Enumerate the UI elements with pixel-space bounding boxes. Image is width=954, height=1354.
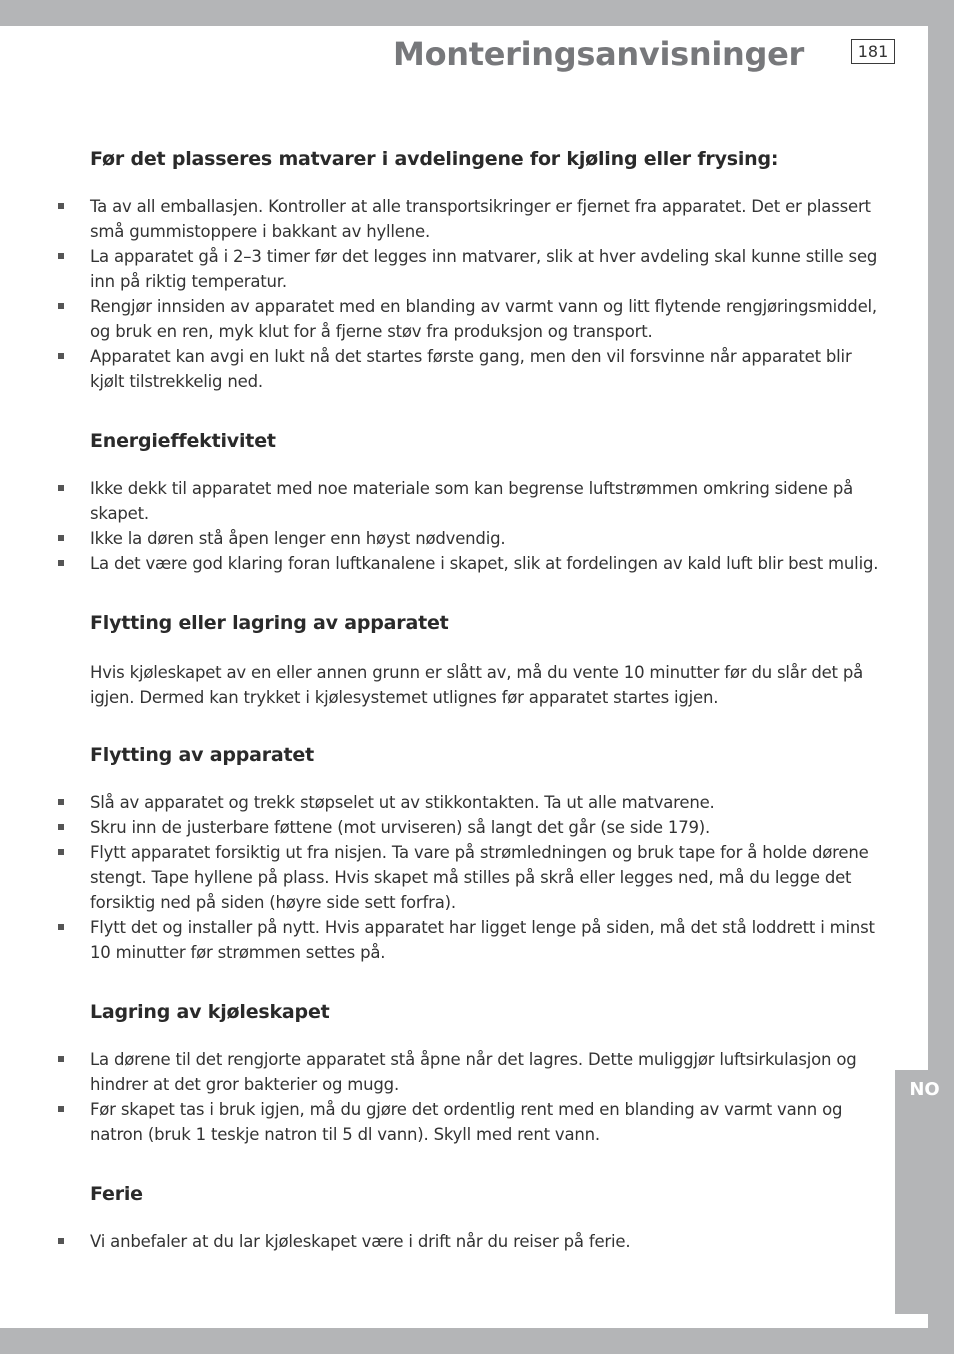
list-item: La apparatet gå i 2–3 timer før det legges inn matvarer, slik at hver avdeling skal kunne stille seg inn på riktig temperatur. <box>90 244 890 294</box>
bullet-square-icon <box>58 1056 64 1062</box>
section-heading-vacation: Ferie <box>90 1183 143 1205</box>
list-item: Vi anbefaler at du lar kjøleskapet være i drift når du reiser på ferie. <box>90 1229 890 1254</box>
bullet-square-icon <box>58 799 64 805</box>
bullet-square-icon <box>58 824 64 830</box>
page-number: 181 <box>851 39 895 64</box>
list-item: Apparatet kan avgi en lukt nå det startes første gang, men den vil forsvinne når apparatet blir kjølt tilstrekkelig ned. <box>90 344 890 394</box>
bullet-square-icon <box>58 535 64 541</box>
bullet-square-icon <box>58 203 64 209</box>
bullet-square-icon <box>58 560 64 566</box>
bullet-square-icon <box>58 1106 64 1112</box>
page-title: Monteringsanvisninger <box>393 35 804 73</box>
language-tab-label: NO <box>909 1079 940 1100</box>
bullet-square-icon <box>58 303 64 309</box>
bullet-square-icon <box>58 849 64 855</box>
bullet-square-icon <box>58 485 64 491</box>
list-item: La det være god klaring foran luftkanalene i skapet, slik at fordelingen av kald luft blir best mulig. <box>90 551 890 576</box>
bullet-square-icon <box>58 924 64 930</box>
list-item: Ikke la døren stå åpen lenger enn høyst nødvendig. <box>90 526 890 551</box>
language-tab <box>895 1070 928 1314</box>
list-item: Før skapet tas i bruk igjen, må du gjøre det ordentlig rent med en blanding av varmt vann og natron (bruk 1 teskje natron til 5 dl vann). Skyll med rent vann. <box>90 1097 890 1147</box>
page-content <box>90 146 890 1254</box>
list-item: Slå av apparatet og trekk støpselet ut av stikkontakten. Ta ut alle matvarene. <box>90 790 890 815</box>
section-heading-moving-storage: Flytting eller lagring av apparatet <box>90 612 449 634</box>
bullet-square-icon <box>58 353 64 359</box>
list-item: La dørene til det rengjorte apparatet stå åpne når det lagres. Dette muliggjør luftsirkulasjon og hindrer at det gror bakterier og mugg. <box>90 1047 890 1097</box>
energy-list <box>90 476 890 576</box>
list-item: Ikke dekk til apparatet med noe materiale som kan begrense luftstrømmen omkring sidene på skapet. <box>90 476 890 526</box>
storage-list <box>90 1047 890 1147</box>
bullet-square-icon <box>58 253 64 259</box>
section-heading-storage: Lagring av kjøleskapet <box>90 1001 330 1023</box>
list-item: Flytt det og installer på nytt. Hvis apparatet har ligget lenge på siden, må det stå loddrett i minst 10 minutter før strømmen settes på. <box>90 915 890 965</box>
bullet-square-icon <box>58 1238 64 1244</box>
manual-page <box>0 26 928 1328</box>
list-item: Skru inn de justerbare føttene (mot urviseren) så langt det går (se side 179). <box>90 815 890 840</box>
preparation-list <box>90 194 890 394</box>
list-item: Rengjør innsiden av apparatet med en blanding av varmt vann og litt flytende rengjøringsmiddel, og bruk en ren, myk klut for å fjerne støv fra produksjon og transport. <box>90 294 890 344</box>
section-heading-energy: Energieffektivitet <box>90 430 276 452</box>
list-item: Ta av all emballasjen. Kontroller at alle transportsikringer er fjernet fra apparatet. Det er plassert små gummistoppere i bakkant av hyllene. <box>90 194 890 244</box>
section-heading-moving: Flytting av apparatet <box>90 744 315 766</box>
section-heading-preparation: Før det plasseres matvarer i avdelingene for kjøling eller frysing: <box>90 148 779 170</box>
moving-list <box>90 790 890 965</box>
list-item: Flytt apparatet forsiktig ut fra nisjen. Ta vare på strømledningen og bruk tape for å holde dørene stengt. Tape hyllene på plass. Hvis skapet må stilles på skrå eller legges ned, må du legge det forsiktig ned på siden (høyre side sett forfra). <box>90 840 890 915</box>
vacation-list <box>90 1229 890 1254</box>
moving-storage-paragraph: Hvis kjøleskapet av en eller annen grunn er slått av, må du vente 10 minutter før du slår det på igjen. Dermed kan trykket i kjølesystemet utlignes før apparatet startes igjen. <box>90 663 864 707</box>
